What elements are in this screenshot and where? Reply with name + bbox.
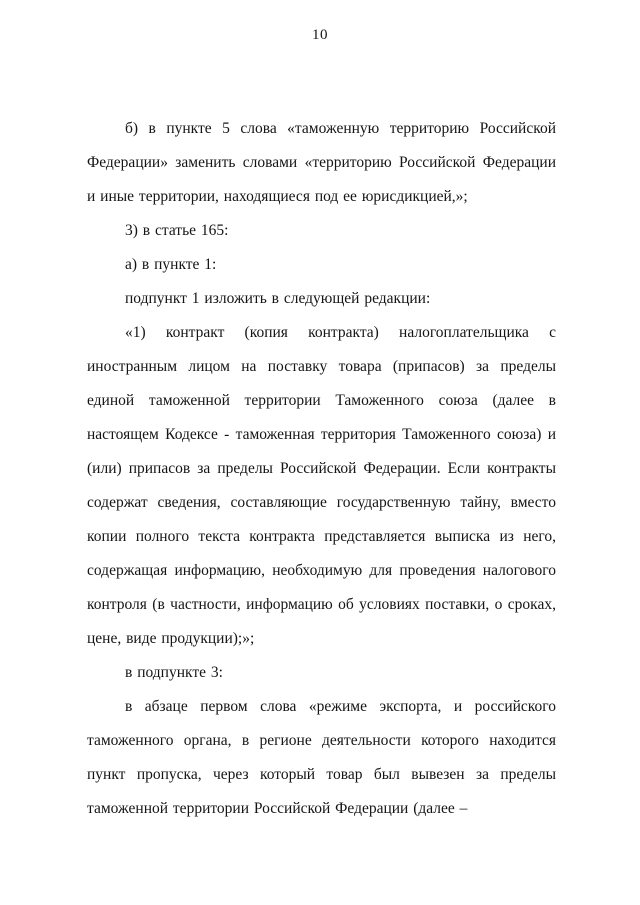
page-number: 10: [312, 27, 328, 43]
paragraph-subpoint-3-intro: в подпункте 3:: [125, 664, 223, 681]
paragraph-article-165: 3) в статье 165:: [125, 222, 229, 239]
paragraph-subpoint-1-text: «1) контракт (копия контракта) налогоплательщика с иностранным лицом на поставку товара (припасов) за пределы единой таможенной территории Таможенного союза (далее в настоящем Кодексе - таможенная территория Таможенного союза) и (или) припасов за пределы Российской Федерации. Если контракты содержат сведения, составляющие государственную тайну, вместо копии полного текста контракта представляется выписка из него, содержащая информацию, необходимую для проведения налогового контроля (в частности, информацию об условиях поставки, о сроках, цене, виде продукции);»;: [87, 324, 556, 647]
paragraph-point-1: а) в пункте 1:: [125, 256, 217, 273]
document-body: [87, 112, 556, 826]
paragraph-subpoint-1-intro: подпункт 1 изложить в следующей редакции:: [125, 290, 431, 307]
paragraph-subpoint-3-text: в абзаце первом слова «режиме экспорта, и российского таможенного органа, в регионе деятельности которого находится пункт пропуска, через который товар был вывезен за пределы таможенной территории Российской Федерации (далее –: [87, 698, 556, 817]
paragraph-amendment-point-b: б) в пункте 5 слова «таможенную территорию Российской Федерации» заменить словами «территорию Российской Федерации и иные территории, находящиеся под ее юрисдикцией,»;: [87, 120, 556, 205]
